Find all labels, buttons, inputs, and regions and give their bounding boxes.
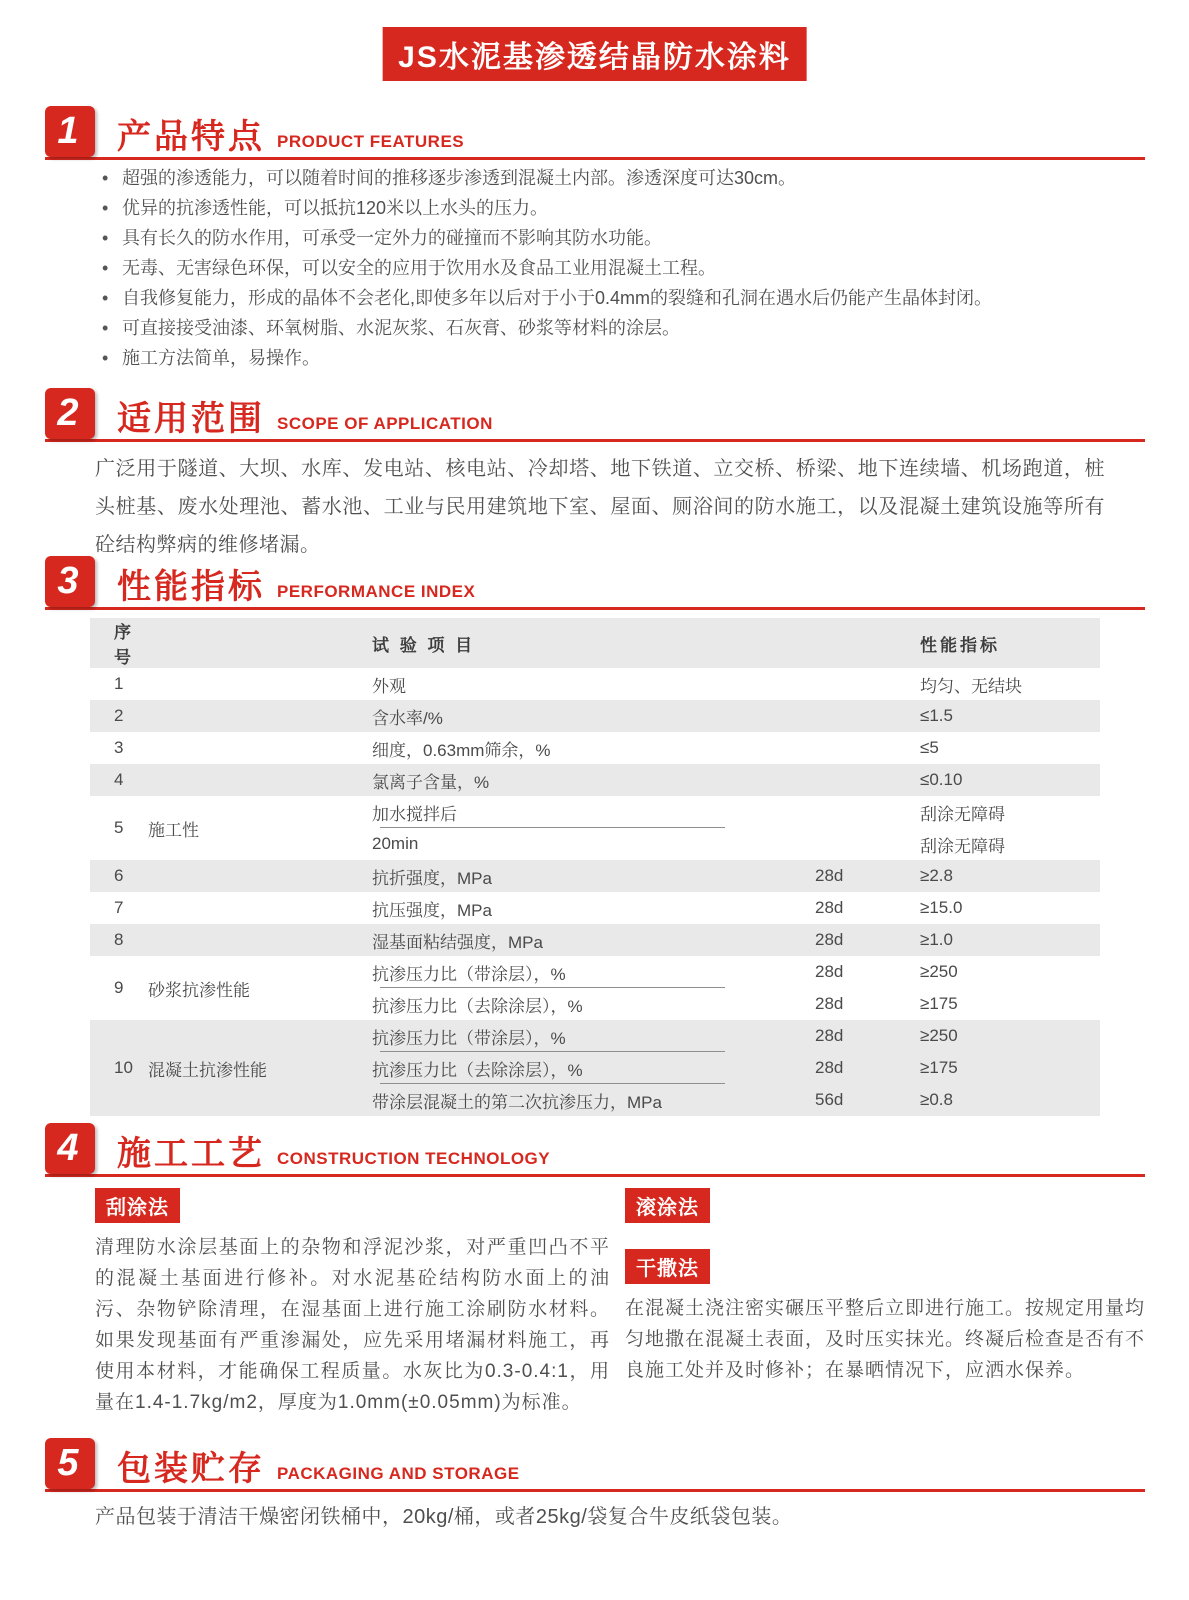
section-header-scope (45, 388, 1145, 442)
index-value: 刮涂无障碍 (920, 804, 1005, 824)
test-age: 28d (815, 866, 844, 885)
section-header-product-features (45, 106, 1145, 160)
row-category: 施工性 (148, 820, 199, 840)
test-item: 抗渗压力比（带涂层），% (372, 1028, 566, 1048)
section-subtitle: CONSTRUCTION TECHNOLOGY (277, 1149, 551, 1168)
row-line (370, 892, 1100, 924)
test-age: 28d (815, 898, 844, 917)
table-row (90, 700, 1100, 732)
row-line (370, 956, 1100, 988)
method-text: 在混凝土浇注密实碾压平整后立即进行施工。按规定用量均匀地撒在混凝土表面，及时压实抹光。终凝后检查是否有不良施工处并及时修补；在暴晒情况下，应洒水保养。 (625, 1298, 1146, 1381)
feature-item: • 施工方法简单，易操作。 (100, 348, 1134, 369)
packaging-paragraph: 产品包装于清洁干燥密闭铁桶中，20kg/桶，或者25kg/袋复合牛皮纸袋包装。 (95, 1506, 793, 1528)
row-line (370, 988, 1100, 1020)
section-title: 适用范围 (117, 400, 265, 438)
section-number: 4 (45, 1123, 95, 1174)
table-row (90, 924, 1100, 956)
row-line (370, 796, 1100, 828)
row-lines (370, 1020, 1100, 1116)
row-number: 8 (114, 930, 124, 949)
row-line (370, 1084, 1100, 1116)
row-lines (370, 668, 1100, 700)
row-lines (370, 764, 1100, 796)
feature-item: • 自我修复能力，形成的晶体不会老化,即使多年以后对于小于0.4mm的裂缝和孔洞在遇水后仍能产生晶体封闭。 (100, 288, 1134, 309)
feature-item: • 具有长久的防水作用，可承受一定外力的碰撞而不影响其防水功能。 (100, 228, 1134, 249)
construction-method (625, 1249, 1145, 1386)
scope-paragraph: 广泛用于隧道、大坝、水库、发电站、核电站、冷却塔、地下铁道、立交桥、桥梁、地下连续墙、机场跑道，桩头桩基、废水处理池、蓄水池、工业与民用建筑地下室、屋面、厕浴间的防水施工，以及混凝土建筑设施等所有砼结构弊病的维修堵漏。 (95, 458, 1105, 556)
row-line (370, 860, 1100, 892)
index-value: ≥250 (920, 962, 958, 981)
section-title: 施工工艺 (117, 1135, 265, 1173)
index-value: ≥175 (920, 1058, 958, 1077)
row-line (370, 1052, 1100, 1084)
section-subtitle: PRODUCT FEATURES (277, 132, 465, 151)
construction-method (95, 1188, 610, 1418)
test-item: 抗压强度，MPa (372, 900, 492, 920)
test-age: 28d (815, 930, 844, 949)
index-value: 刮涂无障碍 (920, 836, 1005, 856)
row-lines (370, 956, 1100, 1020)
page-title: JS水泥基渗透结晶防水涂料 (382, 27, 807, 81)
table-row (90, 764, 1100, 796)
row-lines (370, 892, 1100, 924)
row-line (370, 732, 1100, 764)
row-lines (370, 924, 1100, 956)
feature-item: • 可直接接受油漆、环氧树脂、水泥灰浆、石灰膏、砂浆等材料的涂层。 (100, 318, 1134, 339)
row-number: 10 (114, 1058, 133, 1077)
section-title: 性能指标 (117, 568, 265, 606)
feature-item: • 超强的渗透能力，可以随着时间的推移逐步渗透到混凝土内部。渗透深度可达30cm。 (100, 168, 1134, 189)
row-number: 9 (114, 978, 124, 997)
test-item: 抗渗压力比（带涂层），% (372, 964, 566, 984)
row-number: 7 (114, 898, 124, 917)
row-line (370, 828, 1100, 860)
row-category: 砂浆抗渗性能 (148, 980, 250, 1000)
row-number: 6 (114, 866, 124, 885)
row-line (370, 764, 1100, 796)
section-number: 1 (45, 106, 95, 157)
test-item: 抗渗压力比（去除涂层），% (372, 1060, 583, 1080)
test-age: 28d (815, 994, 844, 1013)
index-value: 均匀、无结块 (920, 676, 1022, 696)
method-badge: 刮涂法 (95, 1188, 180, 1223)
section-subtitle: SCOPE OF APPLICATION (277, 414, 493, 433)
row-line (370, 924, 1100, 956)
section-subtitle: PERFORMANCE INDEX (277, 582, 476, 601)
section-header-performance-index (45, 556, 1145, 610)
performance-table (90, 618, 1100, 1116)
test-age: 28d (815, 1058, 844, 1077)
method-badge: 干撒法 (625, 1249, 710, 1284)
index-value: ≥250 (920, 1026, 958, 1045)
test-item: 外观 (372, 676, 406, 696)
index-value: ≥175 (920, 994, 958, 1013)
row-lines (370, 700, 1100, 732)
index-value: ≥15.0 (920, 898, 963, 917)
row-lines (370, 732, 1100, 764)
table-row (90, 1020, 1100, 1116)
table-row (90, 892, 1100, 924)
section-header-construction (45, 1123, 1145, 1177)
section-subtitle: PACKAGING AND STORAGE (277, 1464, 520, 1483)
row-number: 2 (114, 706, 124, 725)
method-text: 清理防水涂层基面上的杂物和浮泥沙浆，对严重凹凸不平的混凝土基面进行修补。对水泥基砼结构防水面上的油污、杂物铲除清理，在湿基面上进行施工涂刷防水材料。如果发现基面有严重渗漏处，应先采用堵漏材料施工，再使用本材料，才能确保工程质量。水灰比为0.3-0.4:1，用量在1.4-1.7kg/m2，厚度为1.0mm(±0.05mm)为标准。 (95, 1237, 610, 1413)
index-value: ≥0.8 (920, 1090, 953, 1109)
index-value: ≥2.8 (920, 866, 953, 885)
index-value: ≥1.0 (920, 930, 953, 949)
section-number: 3 (45, 556, 95, 607)
section-number: 5 (45, 1438, 95, 1489)
index-value: ≤1.5 (920, 706, 953, 725)
index-value: ≤0.10 (920, 770, 963, 789)
header-test-item: 试 验 项 目 (372, 635, 476, 655)
test-item: 细度，0.63mm筛余，% (372, 740, 551, 760)
row-line (370, 1020, 1100, 1052)
row-number: 5 (114, 818, 124, 837)
section-title: 产品特点 (117, 118, 265, 156)
table-row (90, 732, 1100, 764)
construction-method (625, 1188, 1145, 1223)
method-badge: 滚涂法 (625, 1188, 710, 1223)
index-value: ≤5 (920, 738, 939, 757)
table-row (90, 860, 1100, 892)
feature-item: • 优异的抗渗透性能，可以抵抗120米以上水头的压力。 (100, 198, 1134, 219)
section-number: 2 (45, 388, 95, 439)
section-title: 包装贮存 (117, 1450, 265, 1488)
row-number: 4 (114, 770, 124, 789)
header-no: 序号 (114, 623, 134, 667)
row-line (370, 700, 1100, 732)
feature-item: • 无毒、无害绿色环保，可以安全的应用于饮用水及食品工业用混凝土工程。 (100, 258, 1134, 279)
test-item: 氯离子含量，% (372, 772, 490, 792)
test-item: 加水搅拌后 (372, 804, 457, 824)
test-age: 28d (815, 962, 844, 981)
row-number: 1 (114, 674, 124, 693)
header-index: 性能指标 (920, 635, 1000, 655)
section-header-packaging (45, 1438, 1145, 1492)
test-item: 含水率/% (372, 708, 443, 728)
table-row (90, 956, 1100, 1020)
row-category: 混凝土抗渗性能 (148, 1060, 267, 1080)
table-header-row (90, 618, 1100, 668)
construction-left-column (95, 1188, 610, 1444)
test-age: 56d (815, 1090, 844, 1109)
test-item: 湿基面粘结强度，MPa (372, 932, 543, 952)
test-age: 28d (815, 1026, 844, 1045)
row-lines (370, 796, 1100, 860)
row-number: 3 (114, 738, 124, 757)
table-row (90, 796, 1100, 860)
row-line (370, 668, 1100, 700)
row-lines (370, 860, 1100, 892)
test-item: 带涂层混凝土的第二次抗渗压力，MPa (372, 1092, 662, 1112)
features-list (100, 168, 1134, 378)
test-item: 抗折强度，MPa (372, 868, 492, 888)
test-item: 20min (372, 834, 419, 853)
construction-right-column (625, 1188, 1145, 1412)
performance-table-rows (90, 668, 1100, 1116)
test-item: 抗渗压力比（去除涂层），% (372, 996, 583, 1016)
table-row (90, 668, 1100, 700)
